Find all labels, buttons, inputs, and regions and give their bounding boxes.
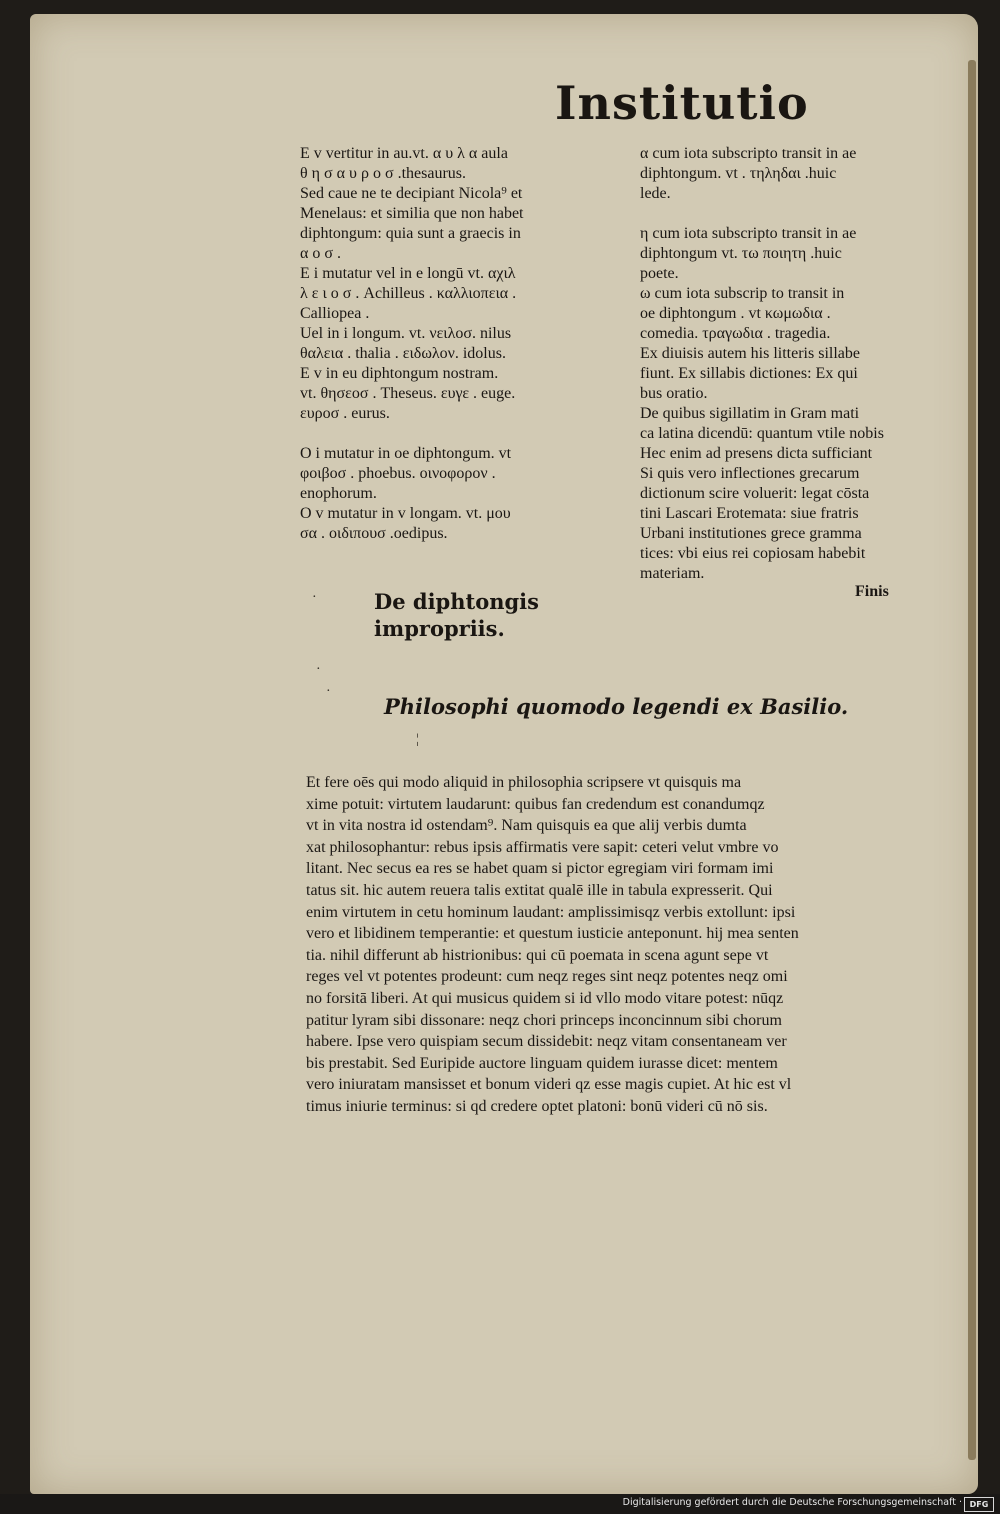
left-line: E v vertitur in au.vt. α υ λ α aula — [300, 145, 508, 162]
right-line: bus oratio. — [640, 385, 708, 402]
paragraph-line: xime potuit: virtutem laudarunt: quibus fan credendum est conandumqz — [306, 795, 765, 813]
left-line: Calliopea . — [300, 305, 370, 322]
right-line: oe diphtongum . vt κωμωδια . — [640, 305, 831, 322]
paragraph-line: enim virtutem in cetu hominum laudant: amplissimisqz verbis extollunt: ipsi — [306, 903, 796, 921]
left-column — [300, 144, 618, 544]
section-title: Philosophi quomodo legendi ex Basilio. — [384, 694, 849, 719]
left-line: α ο σ . — [300, 245, 342, 262]
ink-mark: · — [316, 662, 321, 677]
paragraph-line: vero et libidinem temperantie: et questum iusticie anteponunt. hij mea senten — [306, 925, 799, 943]
left-line: diphtongum: quia sunt a graecis in — [300, 225, 521, 242]
paragraph-line: litant. Nec secus ea res se habet quam si pictor egregiam viri formam imi — [306, 860, 774, 878]
paragraph-line: patitur lyram sibi dissonare: neqz chori princeps inconcinnum sibi chorum — [306, 1011, 782, 1029]
paragraph-line: no forsitā liberi. At qui musicus quidem si id vllo modo vitare potest: nūqz — [306, 989, 784, 1007]
left-gap — [300, 424, 618, 444]
right-line: Si quis vero inflectiones grecarum — [640, 465, 860, 482]
paragraph-line: reges vel vt potentes prodeunt: cum neqz reges sint neqz potentes neqz omi — [306, 968, 788, 986]
right-line: Hec enim ad presens dicta sufficiant — [640, 445, 873, 462]
right-line: η cum iota subscripto transit in ae — [640, 225, 857, 242]
paragraph-line: tia. nihil differunt ab histrionibus: qui cū poemata in scena agunt sepe vt — [306, 946, 769, 964]
right-line: De quibus sigillatim in Gram mati — [640, 405, 860, 422]
right-line: comedia. τραγωδια . tragedia. — [640, 325, 831, 342]
left-line: Sed caue ne te decipiant Nicola⁹ et — [300, 185, 523, 202]
left-line: E i mutatur vel in e longū vt. αχιλ — [300, 265, 516, 282]
right-line: diphtongum vt. τω ποιητη .huic — [640, 245, 842, 262]
page-edge — [968, 60, 976, 1460]
page-header-title: Institutio — [555, 76, 809, 130]
right-line: ca latina dicendū: quantum vtile nobis — [640, 425, 884, 442]
paragraph-line: tatus sit. hic autem reuera talis extitat qualē ille in tabula expresserit. Qui — [306, 881, 773, 899]
right-line: Ex diuisis autem his litteris sillabe — [640, 345, 860, 362]
paragraph-line: timus iniurie terminus: si qd credere optet platoni: bonū videri cū nō sis. — [306, 1097, 768, 1115]
finis-label: Finis — [855, 583, 889, 600]
left-line: Uel in i longum. vt. νειλοσ. nilus — [300, 325, 512, 342]
left-line: φοιβοσ . phoebus. οινοφορον . — [300, 465, 496, 482]
right-line: fiunt. Ex sillabis dictiones: Ex qui — [640, 365, 858, 382]
left-line: Menelaus: et similia que non habet — [300, 205, 524, 222]
right-line: α cum iota subscripto transit in ae — [640, 145, 857, 162]
left-line: θαλεια . thalia . ειδωλον. idolus. — [300, 345, 506, 362]
paragraph-line: bis prestabit. Sed Euripide auctore linguam quidem iurasse dicet: mentem — [306, 1054, 778, 1072]
section-heading-line: impropriis. — [374, 616, 505, 641]
right-line: lede. — [640, 185, 671, 202]
right-line: ω cum iota subscrip to transit in — [640, 285, 845, 302]
right-line: dictionum scire voluerit: legat cōsta — [640, 485, 870, 502]
right-line: diphtongum. vt . τηληδαι .huic — [640, 165, 837, 182]
section-heading — [374, 588, 604, 642]
ink-mark: ¦ — [416, 732, 419, 747]
main-paragraph — [306, 772, 966, 1118]
left-line: λ ε ι ο σ . Achilleus . καλλιοπεια . — [300, 285, 517, 302]
ink-mark: · — [326, 684, 331, 699]
left-line: σα . οιδιπουσ .oedipus. — [300, 525, 448, 542]
left-line: θ η σ α υ ρ ο σ .thesaurus. — [300, 165, 466, 182]
left-line: vt. θησεοσ . Theseus. ευγε . euge. — [300, 385, 516, 402]
paragraph-line: Et fere oēs qui modo aliquid in philosophia scripsere vt quisquis ma — [306, 774, 742, 791]
left-line: O v mutatur in v longam. vt. μου — [300, 505, 511, 522]
left-line: O i mutatur in oe diphtongum. vt — [300, 445, 512, 462]
right-line: tini Lascari Erotemata: siue fratris — [640, 505, 859, 522]
right-line: tices: vbi eius rei copiosam habebit — [640, 545, 866, 562]
paragraph-line: vero iniuratam mansisset et bonum videri qz esse magis cupiet. At hic est vl — [306, 1076, 792, 1094]
left-line: ευροσ . eurus. — [300, 405, 390, 422]
right-column — [640, 144, 962, 584]
section-heading-line: De diphtongis — [374, 589, 539, 614]
right-line: materiam. — [640, 565, 705, 582]
dfg-logo: DFG — [964, 1497, 994, 1512]
right-line: Urbani institutiones grece gramma — [640, 525, 862, 542]
left-line: E v in eu diphtongum nostram. — [300, 365, 499, 382]
paragraph-line: xat philosophantur: rebus ipsis affirmatis vere sapit: ceteri velut vmbre vo — [306, 838, 779, 856]
left-line: enophorum. — [300, 485, 377, 502]
ink-mark: · — [312, 590, 317, 605]
right-line: poete. — [640, 265, 679, 282]
paragraph-line: habere. Ipse vero quispiam secum dissidebit: neqz vitam consentaneam ver — [306, 1033, 787, 1051]
right-gap — [640, 204, 962, 224]
paragraph-line: vt in vita nostra id ostendam⁹. Nam quisquis ea que alij verbis dumta — [306, 817, 747, 835]
footer-credit: Digitalisierung gefördert durch die Deutsche Forschungsgemeinschaft · — [622, 1497, 962, 1508]
